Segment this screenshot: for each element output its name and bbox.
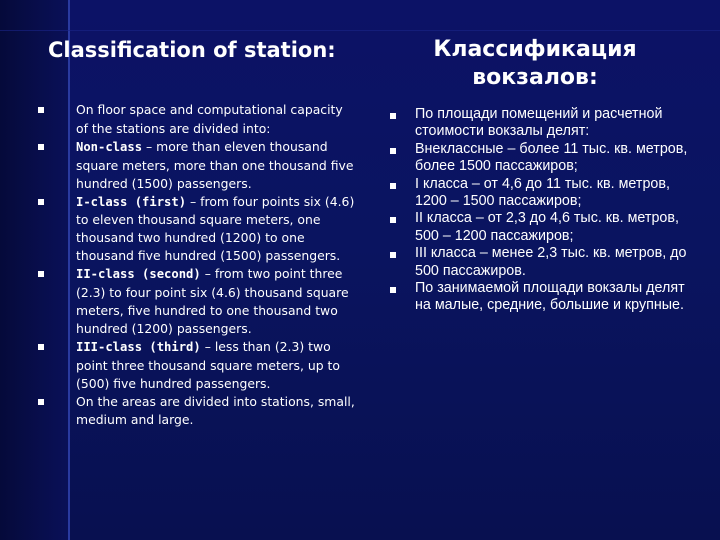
list-item-text	[76, 393, 358, 430]
list-item-text	[76, 193, 358, 266]
list-item-term: I-class (first)	[76, 194, 187, 209]
square-bullet-icon	[38, 199, 44, 205]
square-bullet-icon	[390, 217, 396, 223]
list-item	[390, 210, 700, 245]
list-item-body: – from four points six (4.6) to eleven thousand square meters, one thousand two hundred (1200) to one thousand five hundred (1500) passengers.	[76, 193, 355, 264]
square-bullet-icon	[390, 113, 396, 119]
list-item	[38, 338, 358, 393]
square-bullet-icon	[38, 107, 44, 113]
list-item-text: По площади помещений и расчетной стоимости вокзалы делят:	[415, 106, 663, 140]
slide-title-english: Classification of station:	[48, 38, 336, 62]
slide-title-russian: Классификация вокзалов:	[433, 37, 637, 90]
list-item-term: III-class (third)	[76, 339, 201, 354]
list-item-body: – from two point three (2.3) to four point six (4.6) thousand square meters, five hundred to one thousand two hundred (1200) passengers.	[76, 266, 349, 336]
russian-bullet-list	[390, 106, 700, 315]
list-item	[38, 393, 358, 430]
list-item	[390, 141, 700, 176]
list-item-text	[76, 265, 358, 338]
top-divider-line	[0, 30, 720, 31]
square-bullet-icon	[38, 271, 44, 277]
list-item-text: II класса – от 2,3 до 4,6 тыс. кв. метров, 500 – 1200 пассажиров;	[415, 210, 679, 244]
list-item	[390, 106, 700, 141]
square-bullet-icon	[38, 399, 44, 405]
list-item-text: Внеклассные – более 11 тыс. кв. метров, более 1500 пассажиров;	[415, 140, 688, 175]
list-item	[390, 176, 700, 211]
list-item	[38, 101, 358, 138]
list-item-body: – less than (2.3) two point three thousand square meters, up to (500) five hundred passengers.	[76, 338, 340, 391]
list-item-term: II-class (second)	[76, 267, 201, 282]
list-item-text: III класса – менее 2,3 тыс. кв. метров, до 500 пассажиров.	[415, 245, 687, 279]
square-bullet-icon	[390, 148, 396, 154]
list-item	[38, 265, 358, 338]
square-bullet-icon	[390, 183, 396, 189]
list-item-body: On the areas are divided into stations, small, medium and large.	[76, 393, 355, 428]
list-item	[390, 280, 700, 315]
list-item-term: Non-class	[76, 139, 143, 154]
list-item	[38, 193, 358, 266]
square-bullet-icon	[390, 287, 396, 293]
square-bullet-icon	[38, 144, 44, 150]
list-item-body: – more than eleven thousand square meters, more than one thousand five hundred (1500) passengers.	[76, 138, 354, 191]
list-item-text: По занимаемой площади вокзалы делят на малые, средние, большие и крупные.	[415, 280, 685, 314]
square-bullet-icon	[390, 252, 396, 258]
english-bullet-list	[38, 101, 358, 429]
list-item-body: On floor space and computational capacity of the stations are divided into:	[76, 102, 343, 136]
list-item-text	[76, 338, 358, 393]
list-item	[38, 138, 358, 193]
list-item-text	[76, 101, 358, 138]
list-item	[390, 245, 700, 280]
square-bullet-icon	[38, 344, 44, 350]
list-item-text: I класса – от 4,6 до 11 тыс. кв. метров, 1200 – 1500 пассажиров;	[415, 175, 670, 210]
list-item-text	[76, 138, 358, 193]
